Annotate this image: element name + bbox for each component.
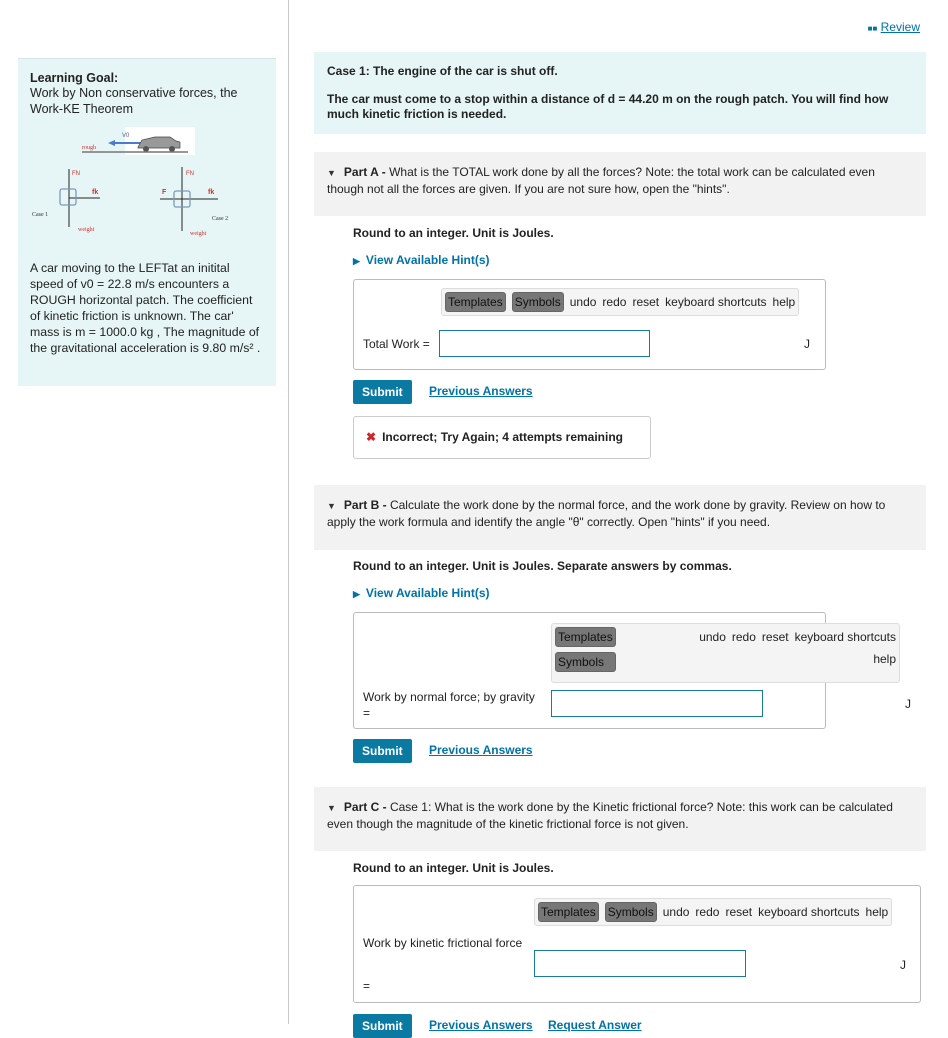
free-body-diagram: [30, 121, 264, 251]
weight-label-1: weight: [78, 227, 95, 233]
undo-button[interactable]: undo: [662, 905, 690, 919]
collapse-caret-icon[interactable]: ▼: [327, 168, 336, 178]
incorrect-x-icon: ✖: [366, 430, 377, 444]
v0-label: V0: [122, 133, 130, 139]
column-divider: [288, 0, 289, 1024]
part-c-question: Case 1: What is the work done by the Kinetic frictional force? Note: this work can be calculated even though the magnitude of the kinetic frictional force is not given.: [327, 800, 893, 831]
help-button[interactable]: help: [873, 652, 896, 666]
problem-description: A car moving to the LEFTat an initital speed of v0 = 22.8 m/s encounters a ROUGH horizontal patch. The coefficient of kinetic friction is unknown. The car' mass is m = 1000.0 kg , The magnitude of the gravitational acceleration is 9.80 m/s² .: [30, 261, 261, 355]
part-a-previous-answers-link[interactable]: Previous Answers: [429, 384, 533, 398]
collapse-caret-icon[interactable]: ▼: [327, 803, 336, 813]
learning-goal-panel: [18, 58, 276, 386]
keyboard-shortcuts-button[interactable]: keyboard shortcuts: [665, 295, 767, 309]
caret-right-icon: ▶: [353, 589, 360, 599]
part-a-question: What is the TOTAL work done by all the forces? Note: the total work can be calculated even though not all the forces are given. If you are not sure how, open the "hints".: [327, 165, 875, 196]
learning-goal-text: Work by Non conservative forces, the Work-KE Theorem: [30, 86, 238, 116]
f-label: F: [162, 189, 167, 196]
help-button[interactable]: help: [772, 295, 796, 309]
templates-button[interactable]: Templates: [538, 902, 599, 922]
math-toolbar: [441, 288, 799, 316]
keyboard-shortcuts-button[interactable]: keyboard shortcuts: [794, 630, 896, 644]
case-title: Case 1: The engine of the car is shut off.: [327, 64, 558, 78]
hint-label[interactable]: View Available Hint(s): [365, 586, 490, 600]
part-c-request-answer-link[interactable]: Request Answer: [548, 1018, 642, 1032]
feedback-text: Incorrect; Try Again; 4 attempts remaining: [382, 430, 624, 444]
review-label[interactable]: Review: [880, 20, 920, 34]
case-box: [314, 52, 926, 134]
kinetic-friction-input[interactable]: [534, 950, 746, 977]
part-b-answer-box: [353, 612, 911, 729]
part-b-header[interactable]: [314, 485, 926, 550]
reset-button[interactable]: reset: [632, 295, 660, 309]
templates-button[interactable]: Templates: [445, 292, 506, 312]
part-a-label: Part A -: [343, 165, 386, 179]
review-link[interactable]: ■■ Review: [867, 20, 920, 34]
part-a-hint-link[interactable]: [353, 253, 490, 267]
part-a-submit-button[interactable]: Submit: [353, 380, 412, 404]
redo-button[interactable]: redo: [731, 630, 756, 644]
normal-gravity-label: Work by normal force; by gravity: [363, 690, 535, 704]
equals-sign: =: [363, 706, 371, 720]
part-a-note: Round to an integer. Unit is Joules.: [353, 226, 554, 240]
hint-label[interactable]: View Available Hint(s): [365, 253, 490, 267]
help-button[interactable]: help: [865, 905, 889, 919]
equals-sign: =: [363, 979, 371, 993]
templates-button[interactable]: Templates: [555, 627, 616, 647]
learning-goal-title: Learning Goal:: [30, 71, 119, 85]
symbols-button[interactable]: Symbols: [512, 292, 564, 312]
weight-label-2: weight: [190, 231, 207, 237]
part-b-hint-link[interactable]: [353, 586, 490, 600]
case2-label: Case 2: [212, 216, 229, 222]
kinetic-friction-label: Work by kinetic frictional force: [363, 936, 523, 950]
normal-gravity-input[interactable]: [551, 690, 763, 717]
total-work-label: Total Work =: [363, 337, 430, 351]
fk-label-2: fk: [208, 189, 215, 196]
redo-button[interactable]: redo: [695, 905, 720, 919]
part-c-header[interactable]: [314, 787, 926, 851]
collapse-caret-icon[interactable]: ▼: [327, 501, 336, 511]
case-text: The car must come to a stop within a distance of d = 44.20 m on the rough patch. You will find how much kinetic friction is needed.: [327, 92, 889, 121]
part-b-previous-answers-link[interactable]: Previous Answers: [429, 743, 533, 757]
part-c-label: Part C -: [343, 800, 387, 814]
fk-label-1: fk: [92, 189, 99, 196]
part-c-submit-button[interactable]: Submit: [353, 1014, 412, 1038]
part-a-header[interactable]: [314, 152, 926, 216]
symbols-button[interactable]: Symbols: [555, 652, 616, 672]
part-c-previous-answers-link[interactable]: Previous Answers: [429, 1018, 533, 1032]
undo-button[interactable]: undo: [699, 630, 726, 644]
caret-right-icon: ▶: [353, 256, 360, 266]
math-toolbar: [551, 623, 900, 683]
undo-button[interactable]: undo: [569, 295, 597, 309]
part-b-note: Round to an integer. Unit is Joules. Separate answers by commas.: [353, 559, 732, 573]
rough-label: rough: [82, 145, 96, 151]
redo-button[interactable]: redo: [602, 295, 627, 309]
keyboard-shortcuts-button[interactable]: keyboard shortcuts: [758, 905, 860, 919]
case1-label: Case 1: [32, 212, 49, 218]
reset-button[interactable]: reset: [725, 905, 753, 919]
fn-label-2: FN: [186, 171, 194, 177]
part-b-question: Calculate the work done by the normal force, and the work done by gravity. Review on how to apply the work formula and identify the angle "θ" correctly. Open "hints" if you need.: [327, 498, 886, 529]
part-c-note: Round to an integer. Unit is Joules.: [353, 861, 554, 875]
fn-label-1: FN: [72, 171, 80, 177]
part-b-submit-button[interactable]: Submit: [353, 739, 412, 763]
unit-label: J: [804, 337, 810, 351]
unit-label: J: [900, 958, 906, 972]
math-toolbar: [534, 898, 892, 926]
reset-button[interactable]: reset: [761, 630, 789, 644]
incorrect-feedback: [353, 416, 651, 459]
part-b-label: Part B -: [343, 498, 387, 512]
part-c-answer-box: [353, 885, 921, 1003]
symbols-button[interactable]: Symbols: [605, 902, 657, 922]
part-a-answer-box: [353, 279, 826, 370]
total-work-input[interactable]: [439, 330, 650, 357]
unit-label: J: [905, 697, 911, 711]
